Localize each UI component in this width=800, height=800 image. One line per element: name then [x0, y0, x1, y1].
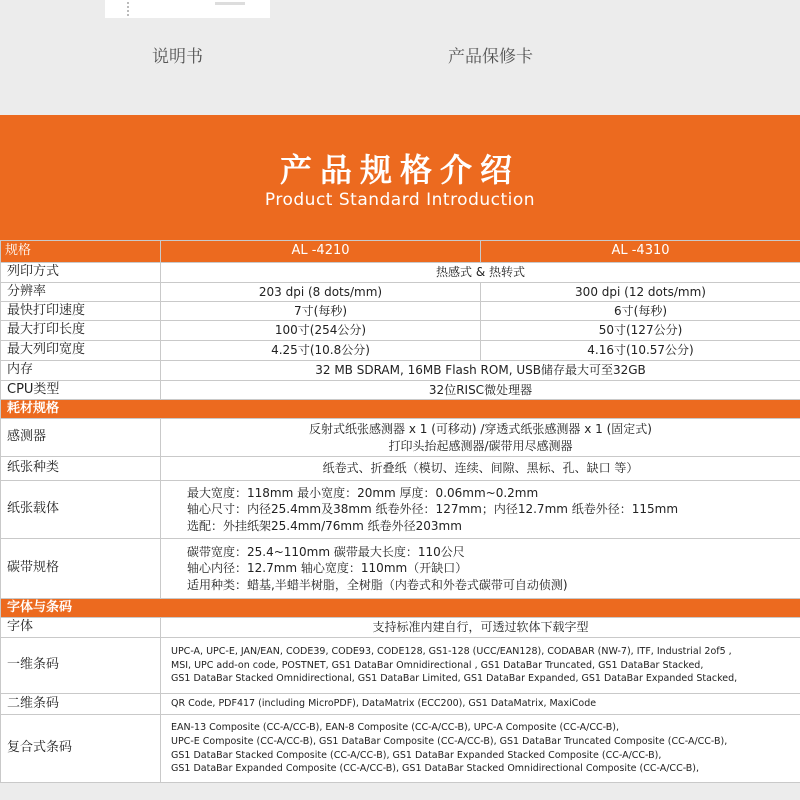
row-label: 一维条码 [1, 638, 161, 694]
table-row [1, 302, 800, 321]
row-label: 碳带规格 [1, 539, 161, 599]
section-header-fonts [1, 599, 800, 618]
warranty-card-caption: 产品保修卡 [448, 47, 533, 67]
row-value: 32位RISC微处理器 [161, 381, 800, 400]
media-line-3: 选配：外挂纸架25.4mm/76mm 纸卷外径203mm [187, 518, 462, 533]
row-value-b: 50寸(127公分) [481, 321, 800, 341]
ribbon-line-3: 适用种类：蜡基,半蜡半树脂，全树脂（内卷式和外卷式碳带可自动侦测) [187, 577, 568, 592]
row-value-b: 6寸(每秒) [481, 302, 800, 321]
table-row [1, 481, 800, 539]
table-row [1, 321, 800, 341]
composite-line-4: GS1 DataBar Expanded Composite (CC-A/CC-B), GS1 DataBar Stacked Omnidirectional Composite (CC-A/CC-B), [171, 763, 700, 775]
row-value-a: 100寸(254公分) [161, 321, 481, 341]
row-value [161, 638, 800, 694]
row-value: QR Code, PDF417 (including MicroPDF), DataMatrix (ECC200), GS1 DataMatrix, MaxiCode [161, 694, 800, 715]
header-model-a: AL -4210 [161, 241, 481, 263]
card-line [215, 2, 245, 5]
row-value-a: 203 dpi (8 dots/mm) [161, 283, 481, 302]
row-value: 32 MB SDRAM, 16MB Flash ROM, USB储存最大可至32GB [161, 361, 800, 381]
header-model-b: AL -4310 [481, 241, 800, 263]
table-row [1, 694, 800, 715]
table-row [1, 638, 800, 694]
row-label: 纸张种类 [1, 457, 161, 481]
row-value: 支持标准内建自行，可透过软体下载字型 [161, 618, 800, 638]
row-label: 内存 [1, 361, 161, 381]
row-label: CPU类型 [1, 381, 161, 400]
row-value [161, 481, 800, 539]
row-label: 列印方式 [1, 263, 161, 283]
accessory-card-image [105, 0, 270, 18]
row-value [161, 539, 800, 599]
barcode-1d-line-2: MSI, UPC add-on code, POSTNET, GS1 DataBar Omnidirectional , GS1 DataBar Truncated, GS1 DataBar Stacked, [171, 659, 704, 671]
composite-line-1: EAN-13 Composite (CC-A/CC-B), EAN-8 Composite (CC-A/CC-B), UPC-A Composite (CC-A/CC-B), [171, 721, 619, 733]
media-line-1: 最大宽度：118mm 最小宽度：20mm 厚度：0.06mm~0.2mm [187, 486, 539, 501]
row-value-a: 4.25寸(10.8公分) [161, 341, 481, 361]
table-row [1, 381, 800, 400]
row-label: 纸张载体 [1, 481, 161, 539]
ribbon-line-1: 碳带宽度：25.4~110mm 碳带最大长度：110公尺 [187, 545, 465, 560]
barcode-1d-line-1: UPC-A, UPC-E, JAN/EAN, CODE39, CODE93, CODE128, GS1-128 (UCC/EAN128), CODABAR (NW-7), ITF, Industrial 2of5 , [171, 645, 732, 657]
table-row [1, 283, 800, 302]
table-row [1, 715, 800, 783]
composite-line-2: UPC-E Composite (CC-A/CC-B), GS1 DataBar Composite (CC-A/CC-B), GS1 DataBar Truncated Composite (CC-A/CC-B), [171, 735, 728, 747]
section-header-consumables [1, 400, 800, 419]
row-label: 字体 [1, 618, 161, 638]
spec-banner [0, 115, 800, 240]
row-label: 最快打印速度 [1, 302, 161, 321]
row-label: 感测器 [1, 419, 161, 457]
section-title: 字体与条码 [1, 599, 800, 618]
row-label: 最大打印长度 [1, 321, 161, 341]
table-row [1, 341, 800, 361]
card-mark [127, 2, 133, 16]
sensor-line-1: 反射式纸张感测器 x 1 (可移动) /穿透式纸张感测器 x 1 (固定式) [309, 422, 652, 437]
table-header-row [1, 241, 800, 263]
table-row [1, 457, 800, 481]
row-value [161, 715, 800, 783]
manual-caption: 说明书 [152, 47, 203, 67]
row-label: 复合式条码 [1, 715, 161, 783]
row-value-b: 300 dpi (12 dots/mm) [481, 283, 800, 302]
ribbon-line-2: 轴心内径：12.7mm 轴心宽度：110mm（开缺口） [187, 561, 468, 576]
row-label: 分辨率 [1, 283, 161, 302]
row-value: 纸卷式、折叠纸（模切、连续、间隙、黑标、孔、缺口 等） [161, 457, 800, 481]
table-row [1, 263, 800, 283]
sensor-line-2: 打印头抬起感测器/碳带用尽感测器 [388, 438, 573, 453]
table-row [1, 618, 800, 638]
row-value [161, 419, 800, 457]
media-line-2: 轴心尺寸：内径25.4mm及38mm 纸卷外径：127mm；内径12.7mm 纸卷外径：115mm [187, 502, 679, 517]
row-label: 最大列印宽度 [1, 341, 161, 361]
row-value-b: 4.16寸(10.57公分) [481, 341, 800, 361]
barcode-1d-line-3: GS1 DataBar Stacked Omnidirectional, GS1 DataBar Limited, GS1 DataBar Expanded, GS1 DataBar Expanded Stacked, [171, 673, 738, 685]
spec-table [0, 240, 800, 783]
table-row [1, 361, 800, 381]
row-label: 二维条码 [1, 694, 161, 715]
banner-title-en: Product Standard Introduction [264, 190, 536, 210]
section-title: 耗材规格 [1, 400, 800, 419]
table-row [1, 539, 800, 599]
top-section [0, 0, 800, 115]
row-value-a: 7寸(每秒) [161, 302, 481, 321]
row-value: 热感式 & 热转式 [161, 263, 800, 283]
header-label: 规格 [1, 241, 161, 263]
table-row [1, 419, 800, 457]
composite-line-3: GS1 DataBar Stacked Composite (CC-A/CC-B), GS1 DataBar Expanded Stacked Composite (CC-A/CC-B), [171, 749, 662, 761]
banner-title-cn: 产品规格介绍 [279, 151, 520, 189]
